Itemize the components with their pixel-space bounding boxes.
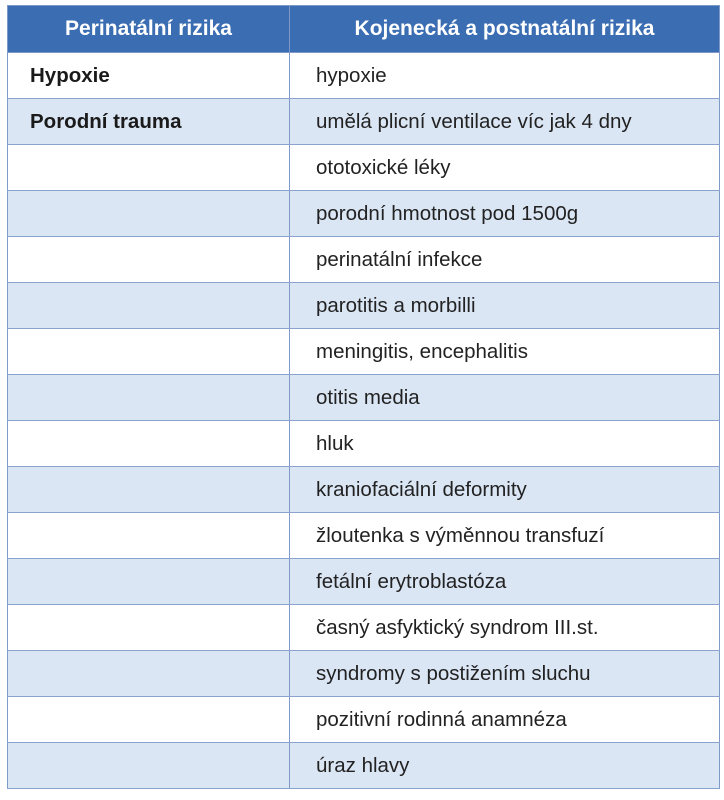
table-row <box>8 467 720 513</box>
cell-perinatal-risk <box>8 743 290 789</box>
cell-perinatal-risk <box>8 697 290 743</box>
table-row <box>8 283 720 329</box>
cell-infant-postnatal-risk: žloutenka s výměnnou transfuzí <box>290 513 720 559</box>
cell-infant-postnatal-risk: umělá plicní ventilace víc jak 4 dny <box>290 99 720 145</box>
table-row <box>8 697 720 743</box>
cell-perinatal-risk <box>8 467 290 513</box>
cell-perinatal-risk <box>8 375 290 421</box>
table-row <box>8 605 720 651</box>
table-header <box>8 6 720 53</box>
cell-perinatal-risk <box>8 191 290 237</box>
cell-infant-postnatal-risk: ototoxické léky <box>290 145 720 191</box>
header-infant-postnatal-risks: Kojenecká a postnatální rizika <box>290 6 720 53</box>
cell-infant-postnatal-risk: úraz hlavy <box>290 743 720 789</box>
cell-perinatal-risk <box>8 283 290 329</box>
cell-infant-postnatal-risk: hypoxie <box>290 53 720 99</box>
cell-perinatal-risk <box>8 237 290 283</box>
table-row <box>8 53 720 99</box>
table-row <box>8 513 720 559</box>
cell-perinatal-risk <box>8 605 290 651</box>
cell-perinatal-risk <box>8 421 290 467</box>
cell-infant-postnatal-risk: kraniofaciální deformity <box>290 467 720 513</box>
table-row <box>8 375 720 421</box>
risk-table-container <box>7 5 719 789</box>
cell-infant-postnatal-risk: otitis media <box>290 375 720 421</box>
cell-infant-postnatal-risk: perinatální infekce <box>290 237 720 283</box>
table-row <box>8 99 720 145</box>
cell-infant-postnatal-risk: porodní hmotnost pod 1500g <box>290 191 720 237</box>
cell-infant-postnatal-risk: meningitis, encephalitis <box>290 329 720 375</box>
cell-perinatal-risk: Hypoxie <box>8 53 290 99</box>
cell-infant-postnatal-risk: syndromy s postižením sluchu <box>290 651 720 697</box>
header-perinatal-risks: Perinatální rizika <box>8 6 290 53</box>
cell-perinatal-risk <box>8 651 290 697</box>
cell-infant-postnatal-risk: hluk <box>290 421 720 467</box>
table-row <box>8 191 720 237</box>
header-row <box>8 6 720 53</box>
cell-perinatal-risk <box>8 329 290 375</box>
cell-perinatal-risk <box>8 559 290 605</box>
cell-infant-postnatal-risk: pozitivní rodinná anamnéza <box>290 697 720 743</box>
cell-infant-postnatal-risk: parotitis a morbilli <box>290 283 720 329</box>
cell-perinatal-risk: Porodní trauma <box>8 99 290 145</box>
cell-infant-postnatal-risk: časný asfyktický syndrom III.st. <box>290 605 720 651</box>
cell-perinatal-risk <box>8 513 290 559</box>
table-row <box>8 743 720 789</box>
table-body <box>8 53 720 789</box>
table-row <box>8 421 720 467</box>
table-row <box>8 145 720 191</box>
cell-infant-postnatal-risk: fetální erytroblastóza <box>290 559 720 605</box>
table-row <box>8 237 720 283</box>
table-row <box>8 559 720 605</box>
table-row <box>8 329 720 375</box>
risk-table <box>7 5 720 789</box>
table-row <box>8 651 720 697</box>
cell-perinatal-risk <box>8 145 290 191</box>
